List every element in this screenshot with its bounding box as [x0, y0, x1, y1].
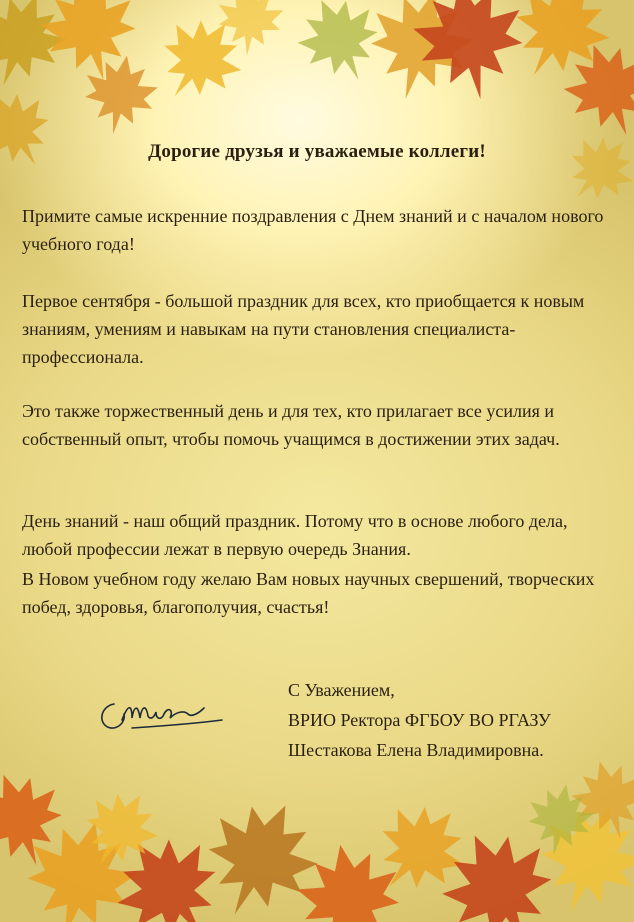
letter-paragraph: Примите самые искренние поздравления с Днем знаний и с началом нового учебного года! [22, 206, 604, 254]
signature-block [288, 675, 551, 765]
letter-greeting: Дорогие друзья и уважаемые коллеги! [148, 141, 486, 162]
letter-paragraph: Первое сентября - большой праздник для всех, кто приобщается к новым знаниям, умениям и навыкам на пути становления специалиста-профессионала. [22, 291, 585, 367]
signer-name: Шестакова Елена Владимировна. [288, 740, 544, 760]
letter-paragraph: Это также торжественный день и для тех, кто прилагает все усилия и собственный опыт, чтобы помочь учащимся в достижении этих задач. [22, 401, 560, 449]
signer-title: ВРИО Ректора ФГБОУ ВО РГАЗУ [288, 710, 551, 730]
handwritten-signature [92, 690, 232, 740]
letter-paragraph: День знаний - наш общий праздник. Потому что в основе любого дела, любой профессии лежат в первую очередь Знания. [22, 511, 568, 559]
closing-line: С Уважением, [288, 680, 395, 700]
letter-paragraph: В Новом учебном году желаю Вам новых научных свершений, творческих побед, здоровья, благополучия, счастья! [22, 569, 595, 617]
